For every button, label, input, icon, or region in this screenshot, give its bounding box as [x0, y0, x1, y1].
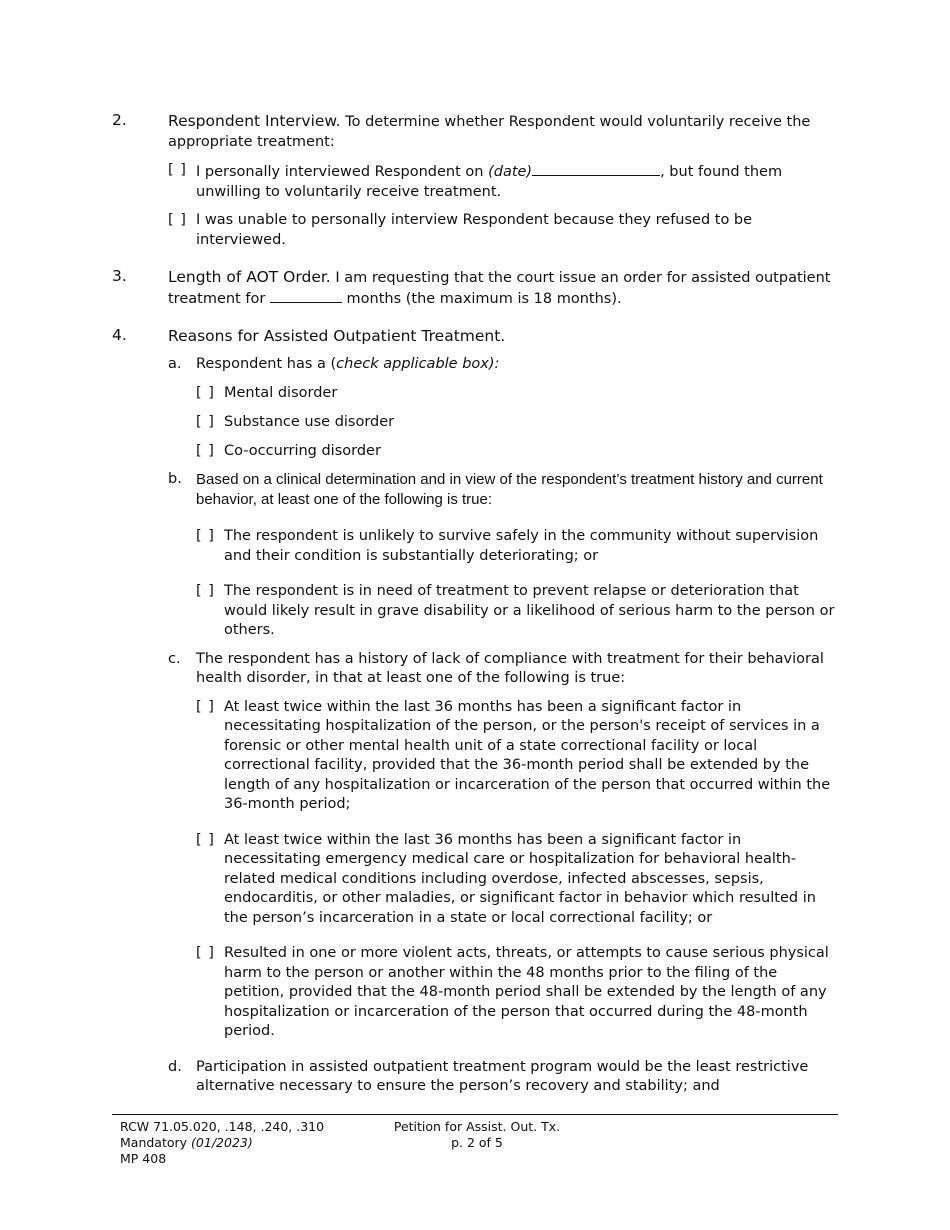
- checkbox[interactable]: [ ]: [168, 212, 187, 228]
- option-text: Co-occurring disorder: [224, 442, 381, 459]
- footer-page-number: p. 2 of 5: [451, 1135, 503, 1150]
- checkbox[interactable]: [ ]: [196, 831, 215, 848]
- option-text: Substance use disorder: [224, 413, 395, 430]
- intro-text: To determine whether Respondent would voluntarily receive the appropriate treatment:: [168, 114, 811, 150]
- footer-title: Petition for Assist. Out. Tx.: [393, 1119, 561, 1134]
- checkbox[interactable]: [ ]: [196, 528, 215, 544]
- subsection-letter: d.: [168, 1058, 182, 1075]
- page-footer: [112, 1114, 838, 1166]
- section-heading: Length of AOT Order.: [168, 268, 331, 286]
- section-length-aot-order: [112, 267, 838, 309]
- date-label: (date): [488, 164, 533, 180]
- subsection-d: [168, 1058, 838, 1097]
- section-number: 3.: [112, 267, 127, 285]
- footer-rcw: RCW 71.05.020, .148, .240, .310: [120, 1119, 325, 1134]
- subsection-text: Based on a clinical determination and in view of the respondent’s treatment history and current behavior, at least one of the following is true:: [196, 471, 823, 508]
- section-respondent-interview: [112, 111, 838, 250]
- subsection-text: Respondent has a (: [196, 356, 337, 372]
- section-number: 4.: [112, 326, 127, 344]
- subsection-text: Participation in assisted outpatient treatment program would be the least restrictive alternative necessary to ensure the person’s recovery and stability; and: [196, 1058, 809, 1094]
- checkbox-unlikely-to-survive[interactable]: [196, 527, 838, 566]
- section-text: I am requesting that the court issue an order for assisted outpatient treatment for: [168, 270, 831, 307]
- section-heading: Respondent Interview.: [168, 112, 341, 130]
- option-text: Mental disorder: [224, 384, 338, 401]
- checkbox-co-occurring-disorder[interactable]: [196, 442, 838, 462]
- section-heading: Reasons for Assisted Outpatient Treatment.: [168, 327, 506, 345]
- subsection-instruction: check applicable box):: [336, 356, 500, 372]
- checkbox-substance-use-disorder[interactable]: [196, 413, 838, 433]
- checkbox-option-refused[interactable]: [168, 211, 838, 250]
- checkbox[interactable]: [ ]: [196, 583, 215, 599]
- checkbox[interactable]: [ ]: [168, 162, 187, 178]
- section-text-after: months (the maximum is 18 months).: [346, 291, 622, 307]
- option-text: At least twice within the last 36 months has been a significant factor in necessitating emergency medical care or hospitalization for behavioral health-related medical conditions including overdose, infected abscesses, sepsis, endocarditis, or other maladies, or significant factor in behavior which resulted in the person’s incarceration in a state or local correctional facility; or: [224, 831, 816, 926]
- section-intro: [168, 111, 838, 152]
- option-text-after: , but found them unwilling to voluntarily receive treatment.: [196, 164, 783, 200]
- option-text: The respondent is in need of treatment to prevent relapse or deterioration that would likely result in grave disability or a likelihood of serious harm to the person or others.: [224, 583, 835, 638]
- subsection-a: [168, 355, 838, 461]
- checkbox-need-treatment-prevent-relapse[interactable]: [196, 582, 838, 641]
- subsection-letter: b.: [168, 471, 182, 487]
- footer-left: [120, 1119, 324, 1167]
- footer-mandatory: Mandatory: [120, 1135, 188, 1150]
- subsection-b: [168, 470, 838, 641]
- section-number: 2.: [112, 111, 127, 129]
- checkbox-emergency-care-history[interactable]: [196, 831, 838, 929]
- subsection-text: The respondent has a history of lack of compliance with treatment for their behavioral health disorder, in that at least one of the following is true:: [196, 650, 824, 686]
- footer-form-number: MP 408: [120, 1151, 167, 1166]
- option-text: The respondent is unlikely to survive safely in the community without supervision and their condition is substantially deteriorating; or: [224, 528, 819, 564]
- option-text: Resulted in one or more violent acts, threats, or attempts to cause serious physical harm to the person or another within the 48 months prior to the filing of the petition, provided that the 48-month period shall be extended by the length of any hospitalization or incarceration of the person that occurred during the 48-month period.: [224, 945, 829, 1039]
- checkbox-option-interviewed[interactable]: [168, 161, 838, 202]
- date-blank-field[interactable]: [532, 161, 660, 176]
- checkbox[interactable]: [ ]: [196, 413, 215, 430]
- option-text: I personally interviewed Respondent on: [196, 164, 484, 180]
- checkbox-violent-acts-history[interactable]: [196, 944, 838, 1042]
- checkbox-mental-disorder[interactable]: [196, 384, 838, 404]
- checkbox[interactable]: [ ]: [196, 442, 215, 459]
- checkbox[interactable]: [ ]: [196, 945, 215, 961]
- footer-date: (01/2023): [191, 1135, 253, 1150]
- checkbox[interactable]: [ ]: [196, 384, 215, 401]
- subsection-letter: a.: [168, 356, 182, 372]
- checkbox-hospitalization-history[interactable]: [196, 698, 838, 815]
- option-text: I was unable to personally interview Respondent because they refused to be interviewed.: [196, 212, 753, 248]
- months-blank-field[interactable]: [270, 288, 342, 303]
- subsection-c: [168, 650, 838, 1042]
- option-text: At least twice within the last 36 months has been a significant factor in necessitating hospitalization of the person, or the person's receipt of services in a forensic or other mental health unit of a state correctional facility or local correctional facility, provided that the 36-month period shall be extended by the length of any hospitalization or incarceration of the person that occurred within the 36-month period;: [224, 698, 831, 812]
- footer-center: [392, 1119, 562, 1151]
- checkbox[interactable]: [ ]: [196, 698, 215, 715]
- section-reasons-aot: [112, 326, 838, 1097]
- subsection-letter: c.: [168, 650, 181, 667]
